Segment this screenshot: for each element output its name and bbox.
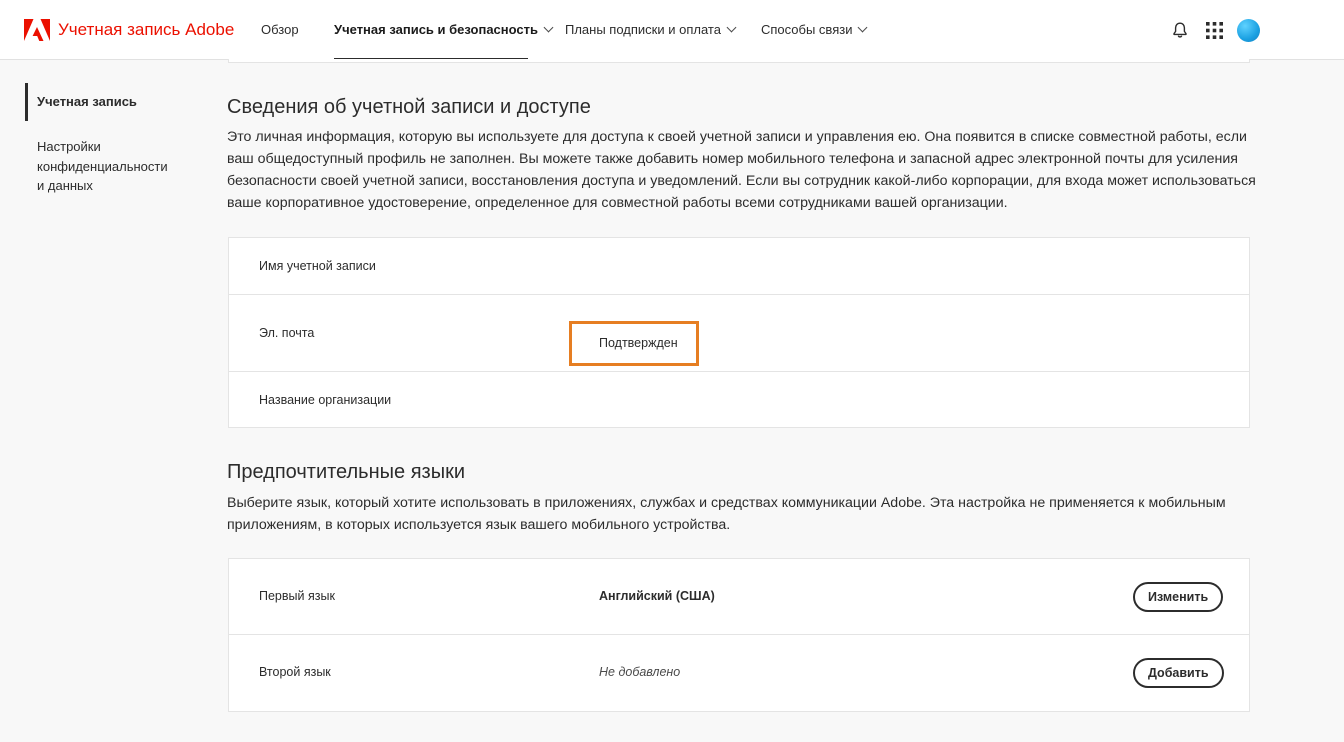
change-language-button[interactable]: Изменить (1133, 582, 1223, 612)
chevron-down-icon (858, 23, 868, 33)
nav-communication[interactable] (761, 0, 866, 60)
second-language-value: Не добавлено (599, 665, 681, 679)
avatar[interactable] (1237, 19, 1260, 42)
languages-section-description: Выберите язык, который хотите использовать в приложениях, службах и средствах коммуникации Adobe. Эта настройка не применяется к мобильным приложениям, в которых используется язык вашего мобильного устройства. (227, 495, 1226, 533)
nav-communication-label: Способы связи (761, 22, 853, 37)
sidebar-item-label: Учетная запись (37, 94, 137, 109)
nav-account-security[interactable] (334, 0, 539, 60)
nav-plans-label: Планы подписки и оплата (565, 22, 721, 37)
first-language-row (229, 559, 1249, 635)
adobe-logo-icon[interactable] (24, 19, 50, 41)
email-label: Эл. почта (259, 326, 315, 340)
second-language-label: Второй язык (259, 665, 331, 679)
brand-title[interactable]: Учетная запись Adobe (58, 20, 235, 39)
organization-label: Название организации (259, 393, 392, 407)
languages-panel (228, 558, 1250, 712)
first-language-label: Первый язык (259, 589, 335, 603)
organization-row (229, 372, 1249, 428)
sidebar-item-account[interactable] (25, 83, 185, 121)
second-language-row (229, 635, 1249, 711)
nav-account-security-label: Учетная запись и безопасность (334, 22, 539, 37)
previous-panel-edge (228, 59, 1250, 63)
languages-section-title: Предпочтительные языки (227, 461, 465, 483)
top-header (0, 0, 1344, 60)
sidebar-item-label: Настройки конфиденциальности и данных (37, 139, 168, 193)
nav-overview-label: Обзор (261, 22, 299, 37)
email-verified-highlight (569, 321, 699, 366)
account-section-title: Сведения об учетной записи и доступе (227, 96, 591, 118)
add-language-button[interactable]: Добавить (1133, 658, 1224, 688)
bell-icon[interactable] (1171, 21, 1189, 39)
chevron-down-icon (544, 23, 554, 33)
sidebar-item-privacy[interactable] (25, 137, 175, 196)
email-verified-status: Подтвержден (599, 336, 678, 350)
email-row (229, 295, 1249, 372)
account-section-description: Это личная информация, которую вы используете для доступа к своей учетной записи и управления ею. Она появится в списке совместной работы, если ваш общедоступный профиль не заполнен. Вы можете также добавить номер мобильного телефона и запасной адрес электронной почты для усиления безопасности своей учетной записи, восстановления доступа и уведомлений. Если вы сотрудник какой-либо корпорации, для входа может использоваться ваше корпоративное удостоверение, определенное для совместной работы всеми сотрудниками вашей организации. (227, 129, 1256, 211)
apps-grid-icon[interactable] (1206, 22, 1223, 39)
nav-overview[interactable] (261, 0, 299, 60)
first-language-value: Английский (США) (599, 589, 715, 603)
account-name-row (229, 238, 1249, 295)
account-name-label: Имя учетной записи (259, 259, 376, 273)
account-details-panel (228, 237, 1250, 428)
chevron-down-icon (726, 23, 736, 33)
nav-plans[interactable] (565, 0, 735, 60)
